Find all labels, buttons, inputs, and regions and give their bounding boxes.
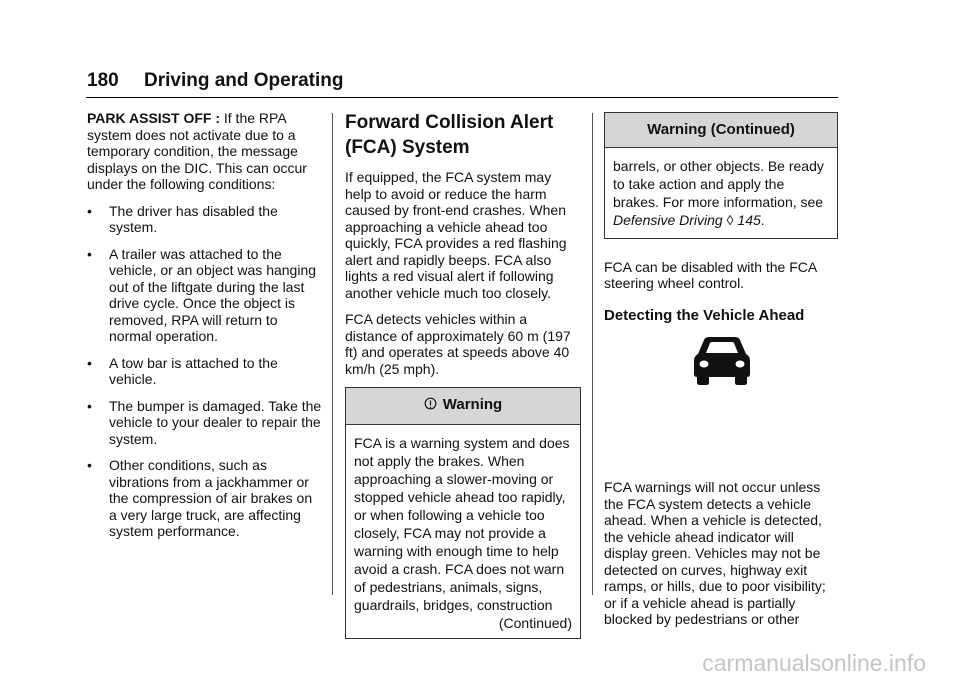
warning-icon	[424, 397, 437, 416]
warning-continued-box	[604, 112, 838, 239]
section-title: Forward Collision Alert (FCA) System	[345, 112, 554, 158]
list-item: • A trailer was attached to the vehicle, or an object was hanging out of the liftgate during the last drive cycle. Once the object is removed, RPA will return to normal operation.	[87, 245, 317, 344]
watermark: carmanualsonline.info	[702, 650, 926, 676]
cross-reference-page[interactable]: 145	[737, 211, 761, 228]
warning-title: Warning	[442, 396, 503, 413]
detection-paragraph: FCA warnings will not occur unless the FCA system detects a vehicle ahead. When a vehicle is detected, the vehicle ahead indicator will display green. Vehicles may not be detected on curves, highway exit ramps, or hills, due to poor visibility; or if a vehicle ahead is partially blocked by pedestrians or other	[604, 479, 826, 627]
column-divider-1	[332, 113, 333, 595]
park-assist-off-paragraph	[87, 110, 323, 193]
fca-range-paragraph: FCA detects vehicles within a distance of approximately 60 m (197 ft) and operates at speeds above 40 km/h (25 mph).	[345, 311, 571, 377]
fca-disable-paragraph: FCA can be disabled with the FCA steering wheel control.	[604, 258, 817, 291]
warning-continued-text: barrels, or other objects. Be ready to take action and apply the brakes. For more information, see Defensive Driving ◊ 145.	[613, 157, 824, 228]
column-2	[345, 110, 581, 649]
park-assist-off-text: If the RPA system does not activate due to a temporary condition, the message displays on the DIC. This can occur under the following conditions:	[87, 110, 307, 192]
page-number: 180	[87, 70, 119, 91]
warning-box	[345, 387, 581, 639]
warning-text: FCA is a warning system and does not apply the brakes. When approaching a slower-moving or stopped vehicle ahead too rapidly, or when following a vehicle too closely, FCA may not provide a warning with enough time to help avoid a crash. FCA does not warn of pedestrians, animals, signs, guardrails, bridges, construction	[354, 434, 570, 613]
page-ref-arrow-icon: ◊	[726, 211, 734, 228]
warning-continued-header: Warning (Continued)	[605, 113, 837, 148]
list-item: • The driver has disabled the system.	[87, 202, 278, 235]
list-item: • The bumper is damaged. Take the vehicle to your dealer to repair the system.	[87, 397, 322, 447]
vehicle-ahead-icon	[693, 336, 751, 386]
list-item: • A tow bar is attached to the vehicle.	[87, 354, 278, 387]
column-1	[87, 110, 323, 550]
chapter-title: Driving and Operating	[143, 70, 344, 91]
warning-continued-body	[605, 148, 837, 238]
warning-header	[346, 388, 580, 425]
park-assist-off-label: PARK ASSIST OFF :	[87, 110, 220, 126]
fca-intro-paragraph: If equipped, the FCA system may help to avoid or reduce the harm caused by front-end crashes. When approaching a vehicle ahead too quickly, FCA provides a red flashing alert and rapidly beeps. FCA also lights a red visual alert if following another vehicle much too closely.	[345, 169, 567, 301]
page-header	[87, 70, 344, 92]
continued-label: (Continued)	[498, 614, 572, 631]
list-item: • Other conditions, such as vibrations from a jackhammer or the compression of air brakes on a very large truck, are affecting system performance.	[87, 457, 313, 539]
header-rule	[86, 97, 838, 98]
warning-body	[346, 425, 580, 638]
column-divider-2	[592, 113, 593, 595]
cross-reference-link[interactable]: Defensive Driving	[613, 211, 723, 228]
subheading: Detecting the Vehicle Ahead	[604, 306, 805, 324]
